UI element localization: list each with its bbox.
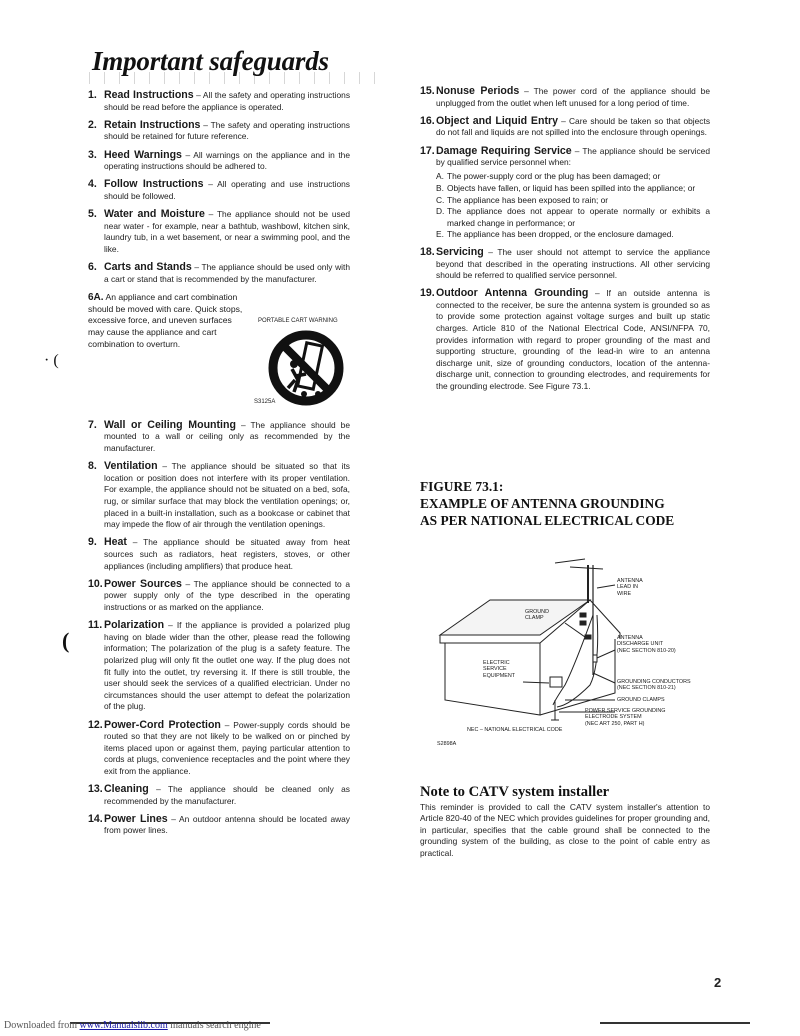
footer: Downloaded from www.Manualslib.com manuals search engine — [4, 1020, 261, 1031]
page-title: Important safeguards — [92, 46, 329, 76]
item-heading: Servicing — [436, 245, 484, 258]
item-body: – The appliance should be mounted to a wall or ceiling only as recommended by the manufacturer. — [104, 419, 350, 454]
item-number: 12. — [88, 718, 103, 731]
safeguard-item — [88, 537, 350, 572]
item-body: – Power-supply cords should be routed so that they are not likely to be walked on or pinched by items placed upon or against them, paying particular attention to cords at plugs, convenience receptacles and the point where they exit from the appliance. — [104, 719, 350, 776]
item-body: – The appliance should be used only with a cart or stand that is recommended by the manufacturer. — [104, 262, 350, 284]
label-discharge-unit: ANTENNA DISCHARGE UNIT (NEC SECTION 810-20) — [617, 635, 676, 654]
item-heading: Power Sources — [104, 577, 182, 590]
safeguard-item — [88, 814, 350, 837]
item-heading: Follow Instructions — [104, 178, 204, 191]
item-body: – All the safety and operating instructions should be read before the appliance is operated. — [104, 90, 351, 112]
safeguard-item — [420, 86, 710, 109]
item-body: – All operating and use instructions should be followed. — [104, 179, 350, 201]
condition-item: E. The appliance has been dropped, or the enclosure damaged. — [436, 229, 674, 240]
item-body: – The appliance should not be used near water - for example, near a bathtub, washbowl, kitchen sink, laundry tub, in a wet basement, or near a swimming pool, and the like. — [104, 209, 350, 254]
safeguard-item — [420, 247, 710, 282]
item-heading: Damage Requiring Service — [436, 144, 572, 157]
safeguard-item — [88, 620, 350, 713]
antenna-grounding-diagram — [425, 555, 725, 755]
item-number: 14. — [88, 812, 103, 825]
safeguard-item — [88, 420, 350, 455]
item-number: 8. — [88, 460, 97, 473]
item-heading: Retain Instructions — [104, 118, 201, 131]
item-number: 2. — [88, 118, 97, 131]
house-antenna-illustration — [425, 555, 725, 755]
label-electric-service: ELECTRIC SERVICE EQUIPMENT — [483, 660, 516, 679]
item-body: – If an outside antenna is connected to the receiver, be sure the antenna system is grounded so as to provide some protection against voltage surges and built up static charges. Article 810 of the National Electrical Code, ANSI/NFPA 70, provides information with regard to proper grounding of the mast and supporting structure, grounding of the lead-in wire to an antenna discharge unit, size of grounding conductors, location of the antenna-discharge unit, connection to grounding electrodes, and requirements for the grounding electrode. See Figure 73.1. — [436, 288, 710, 392]
safeguard-item — [420, 146, 710, 169]
safeguard-item — [420, 288, 710, 392]
item-heading: Wall or Ceiling Mounting — [104, 418, 236, 431]
safeguard-item — [88, 120, 350, 143]
item-heading: Read Instructions — [104, 89, 194, 101]
item-body: – The appliance should be serviced by qualified service personnel when: — [436, 145, 710, 168]
item-heading: Polarization — [104, 619, 165, 632]
page-number: 2 — [714, 975, 722, 990]
item-body: – The appliance should be connected to a power supply only of the type described in the operating instructions or as marked on the appliance. — [104, 578, 350, 612]
item-body: – The power cord of the appliance should be unplugged from the outlet when left unused for a long period of time. — [436, 86, 710, 108]
item-6a-text: 6A. An appliance and cart combination should be moved with care. Quick stops, excessive force, and uneven surfaces may cause the appliance and cart combination to overturn. — [88, 291, 243, 350]
safeguard-item — [88, 179, 350, 202]
item-body: – All warnings on the appliance and in the operating instructions should be adhered to. — [104, 149, 350, 172]
label-antenna-lead-in: ANTENNA LEAD IN WIRE — [617, 578, 643, 597]
item-number: 18. — [420, 245, 435, 258]
safeguard-item — [88, 784, 350, 807]
margin-bracket-mark: ( — [62, 628, 70, 653]
damage-conditions-list — [436, 171, 710, 241]
item-heading: Object and Liquid Entry — [436, 114, 559, 127]
margin-bracket-mark: · ( — [44, 352, 59, 369]
item-body: – If the appliance is provided a polarized plug having on blade wider than the other, please read the following information; The polarization of the plug is a safety feature. The polarized plug will only fit the outlet one way. If the plug does not fit fully into the outlet, try reversing it. If there is still trouble, the user should seek the services of a qualified electrician. Under no circumstances should the user attempt to defeat the polarization of the plug. — [104, 620, 350, 712]
cart-warning-caption: PORTABLE CART WARNING — [258, 317, 338, 324]
item-number: 17. — [420, 144, 435, 157]
item-6a — [88, 292, 350, 414]
safeguard-item — [88, 90, 350, 113]
condition-item: A. The power-supply cord or the plug has been damaged; or — [436, 171, 661, 182]
item-heading: Cleaning — [104, 783, 149, 796]
safeguard-item — [88, 461, 350, 531]
note-title: Note to CATV system installer — [420, 784, 610, 800]
item-body: – The appliance should be situated so that its location or position does not interfere with its proper ventilation. For example, the appliance should not be situated on a bed, sofa, rug, or similar surface that may block the ventilation openings; or, placed in a built-in installation, such as a bookcase or cabinet that may impede the flow of air through the ventilation openings. — [104, 461, 350, 530]
figure-title: FIGURE 73.1: EXAMPLE OF ANTENNA GROUNDING AS PER NATIONAL ELECTRICAL CODE — [420, 479, 675, 528]
cart-figure-code: S3125A — [254, 398, 276, 405]
left-column — [88, 90, 350, 844]
item-body: – The safety and operating instructions should be retained for future reference. — [104, 119, 350, 142]
condition-item: D. The appliance does not appear to operate normally or exhibits a marked change in performance; or — [436, 206, 710, 228]
item-number: 7. — [88, 418, 97, 431]
safeguard-item — [420, 116, 710, 139]
item-body: – An outdoor antenna should be located away from power lines. — [104, 813, 350, 836]
item-heading: Power-Cord Protection — [104, 718, 221, 731]
item-heading: Outdoor Antenna Grounding — [436, 287, 589, 300]
item-body: – The user should not attempt to service the appliance beyond that described in the operating instructions. All other servicing should be referred to qualified service personnel. — [436, 246, 710, 281]
item-heading: Carts and Stands — [104, 261, 192, 274]
right-column — [420, 86, 710, 399]
safeguard-item — [88, 262, 350, 285]
item-number: 13. — [88, 783, 103, 796]
item-heading: Nonuse Periods — [436, 85, 520, 97]
item-body: – Care should be taken so that objects do not fall and liquids are not spilled into the enclosure through openings. — [436, 115, 711, 138]
safeguard-item — [88, 150, 350, 173]
scan-rule — [600, 1022, 750, 1024]
note-body: This reminder is provided to call the CATV system installer's attention to Article 820-40 of the NEC which provides guidelines for proper grounding and, in particular, specifies that the cable ground shall be connected to the grounding system of the building, as close to the point of cable entry as practical. — [420, 802, 710, 858]
label-grounding-conductors: GROUNDING CONDUCTORS (NEC SECTION 810-21) — [617, 679, 691, 692]
label-ground-clamps: GROUND CLAMPS — [617, 697, 665, 703]
item-heading: Heat — [104, 536, 127, 549]
manualslib-link[interactable]: www.Manualslib.com — [79, 1020, 168, 1031]
item-number: 4. — [88, 178, 97, 191]
item-number: 15. — [420, 85, 435, 97]
item-number: 5. — [88, 208, 97, 221]
item-body: – The appliance should be situated away from heat sources such as radiators, heat registers, stoves, or other appliances (including amplifiers) that produce heat. — [104, 537, 350, 571]
item-number: 3. — [88, 148, 97, 161]
safeguard-item — [88, 720, 350, 778]
item-number: 19. — [420, 287, 435, 300]
item-number: 10. — [88, 577, 103, 590]
item-heading: Water and Moisture — [104, 208, 205, 221]
label-nec-note: NEC – NATIONAL ELECTRICAL CODE — [467, 727, 563, 733]
label-power-service-grounding: POWER SERVICE GROUNDING ELECTRODE SYSTEM (NEC ART 250, PART H) — [585, 708, 666, 727]
safeguard-item — [88, 209, 350, 255]
item-number: 6. — [88, 261, 97, 274]
item-number: 11. — [88, 619, 103, 632]
item-number: 9. — [88, 536, 97, 549]
figure-code: S2898A — [437, 741, 457, 747]
item-heading: Heed Warnings — [104, 148, 182, 161]
item-heading: Power Lines — [104, 812, 168, 825]
safeguard-item — [88, 579, 350, 614]
item-body: – The appliance should be cleaned only as recommended by the manufacturer. — [104, 784, 350, 806]
condition-item: C. The appliance has been exposed to rain; or — [436, 194, 609, 205]
item-number: 16. — [420, 114, 435, 127]
condition-item: B. Objects have fallen, or liquid has been spilled into the appliance; or — [436, 182, 696, 193]
item-heading: Ventilation — [104, 460, 158, 473]
label-ground-clamp: GROUND CLAMP — [525, 609, 549, 622]
item-number: 1. — [88, 89, 97, 101]
